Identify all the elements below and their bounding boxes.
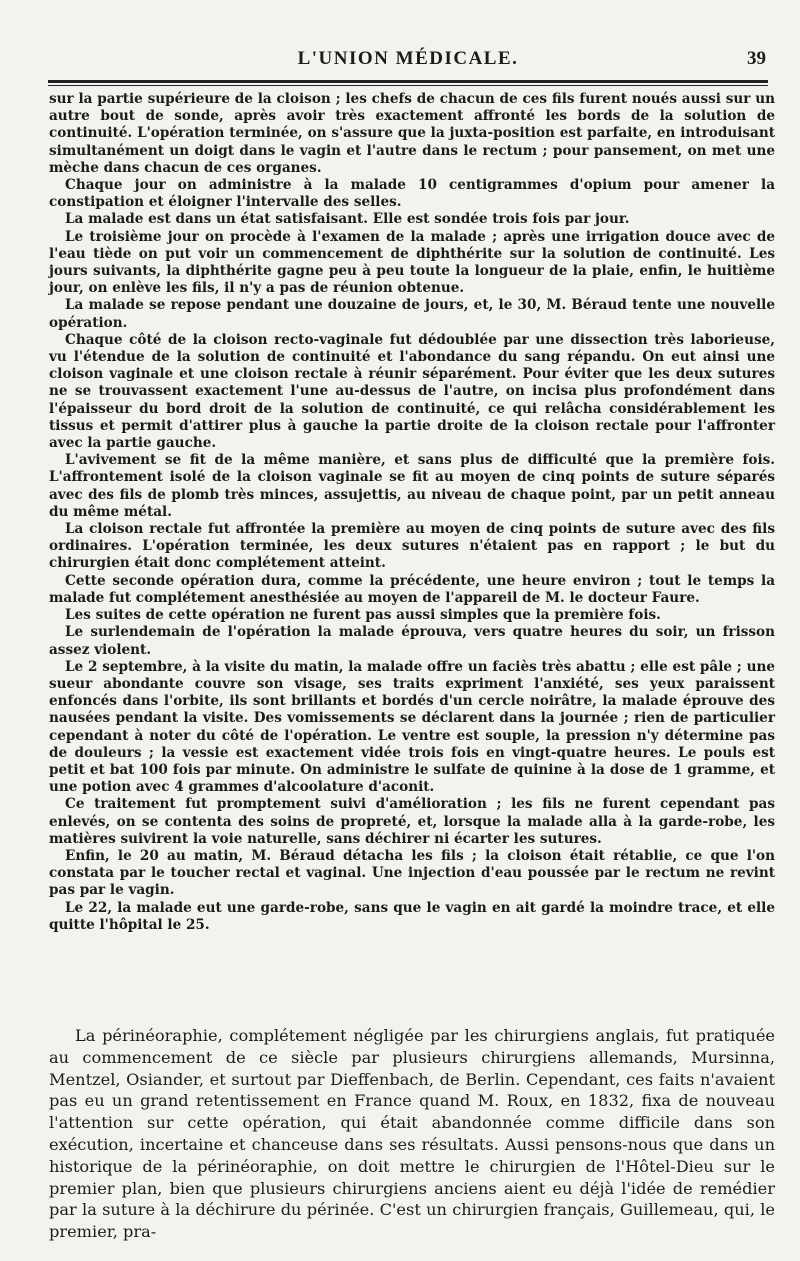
paragraph: Le 2 septembre, à la visite du matin, la malade offre un faciès très abattu ; elle est pâle ; une sueur abondante couvre son visage, ses traits expriment l'anxiété, ses yeux paraissent enfoncés dans l'orbite, ils sont brillants et bordés d'un cercle noirâtre, la malade éprouve des nausées pendant la visite. Des vomissements se déclarent dans la journée ; rien de particulier cependant à noter du côté de l'opération. Le ventre est souple, la pression n'y détermine pas de douleurs ; la vessie est exactement vidée trois fois en vingt-quatre heures. Le pouls est petit et bat 100 fois par minute. On administre le sulfate de quinine à la dose de 1 gramme, et une potion avec 4 grammes d'alcoolature d'aconit. (49, 658, 775, 796)
paragraph: Cette seconde opération dura, comme la précédente, une heure environ ; tout le temps la malade fut complétement anesthésiée au moyen de l'appareil de M. le docteur Faure. (49, 572, 775, 606)
paragraph: La cloison rectale fut affrontée la première au moyen de cinq points de suture avec des fils ordinaires. L'opération terminée, les deux sutures n'étaient pas en rapport ; le but du chirurgien était donc complétement atteint. (49, 521, 775, 572)
paragraph: Les suites de cette opération ne furent pas aussi simples que la première fois. (65, 607, 661, 624)
paragraph: sur la partie supérieure de la cloison ; les chefs de chacun de ces fils furent noués aussi sur un autre bout de sonde, après avoir très exactement affronté les bords de la solution de continuité. L'opération terminée, on s'assure que la juxta-position est parfaite, en introduisant simultanément un doigt dans le vagin et l'autre dans le rectum ; pour pansement, on met une mèche dans chacun de ces organes. (49, 91, 775, 176)
header-rule (48, 80, 768, 86)
main-text (49, 1025, 775, 1243)
paragraph: Chaque jour on administre à la malade 10 centigrammes d'opium pour amener la constipation et éloigner l'intervalle des selles. (49, 177, 775, 211)
page-number: 39 (747, 48, 766, 69)
paragraph: La malade est dans un état satisfaisant. Elle est sondée trois fois par jour. (65, 211, 630, 228)
paragraph: Le 22, la malade eut une garde-robe, sans que le vagin en ait gardé la moindre trace, et elle quitte l'hôpital le 25. (49, 899, 775, 933)
page-header (48, 38, 768, 82)
running-title: L'UNION MÉDICALE. (297, 48, 519, 69)
paragraph: Chaque côté de la cloison recto-vaginale fut dédoublée par une dissection très laborieuse, vu l'étendue de la solution de continuité et l'abondance du sang répandu. On eut ainsi une cloison vaginale et une cloison rectale à réunir séparément. Pour éviter que les deux sutures ne se trouvassent exactement l'une au-dessus de l'autre, on incisa plus profondément dans l'épaisseur du bord droit de la solution de continuité, ce qui relâcha considérablement les tissus et permit d'attirer plus à gauche la partie droite de la cloison rectale pour l'affronter avec la partie gauche. (49, 331, 775, 452)
paragraph: L'avivement se fit de la même manière, et sans plus de difficulté que la première fois. L'affrontement isolé de la cloison vaginale se fit au moyen de cinq points de suture séparés avec des fils de plomb très minces, assujettis, au niveau de chaque point, par un petit anneau du même métal. (49, 452, 775, 520)
paragraph: Le troisième jour on procède à l'examen de la malade ; après une irrigation douce avec de l'eau tiède on put voir un commencement de diphthérite sur la solution de continuité. Les jours suivants, la diphthérite gagne peu à peu toute la longueur de la plaie, enfin, le huitième jour, on enlève les fils, il n'y a pas de réunion obtenue. (49, 228, 775, 297)
paragraph: La périnéoraphie, complétement négligée par les chirurgiens anglais, fut pratiquée au commencement de ce siècle par plusieurs chirurgiens allemands, Mursinna, Mentzel, Osiander, et surtout par Dieffenbach, de Berlin. Cependant, ces faits n'avaient pas eu un grand retentissement en France quand M. Roux, en 1832, fixa de nouveau l'attention sur cette opération, qui était abandonnée comme difficile dans son exécution, incertaine et chanceuse dans ses résultats. Aussi pensons-nous que dans un historique de la périnéoraphie, on doit mettre le chirurgien de l'Hôtel-Dieu sur le premier plan, bien que plusieurs chirurgiens anciens aient eu déjà l'idée de remédier par la suture à la déchirure du périnée. C'est un chirurgien français, Guillemeau, qui, le premier, pra- (49, 1026, 775, 1242)
case-report-text (49, 91, 775, 934)
paragraph: Enfin, le 20 au matin, M. Béraud détacha les fils ; la cloison était rétablie, ce que l'on constata par le toucher rectal et vaginal. Une injection d'eau poussée par le rectum ne revint pas par le vagin. (49, 847, 775, 899)
paragraph: Ce traitement fut promptement suivi d'amélioration ; les fils ne furent cependant pas enlevés, on se contenta des soins de propreté, et, lorsque la malade alla à la garde-robe, les matières suivirent la voie naturelle, sans déchirer ni écarter les sutures. (49, 796, 775, 847)
paragraph: Le surlendemain de l'opération la malade éprouva, vers quatre heures du soir, un frisson assez violent. (49, 624, 775, 658)
paragraph: La malade se repose pendant une douzaine de jours, et, le 30, M. Béraud tente une nouvelle opération. (49, 297, 775, 331)
